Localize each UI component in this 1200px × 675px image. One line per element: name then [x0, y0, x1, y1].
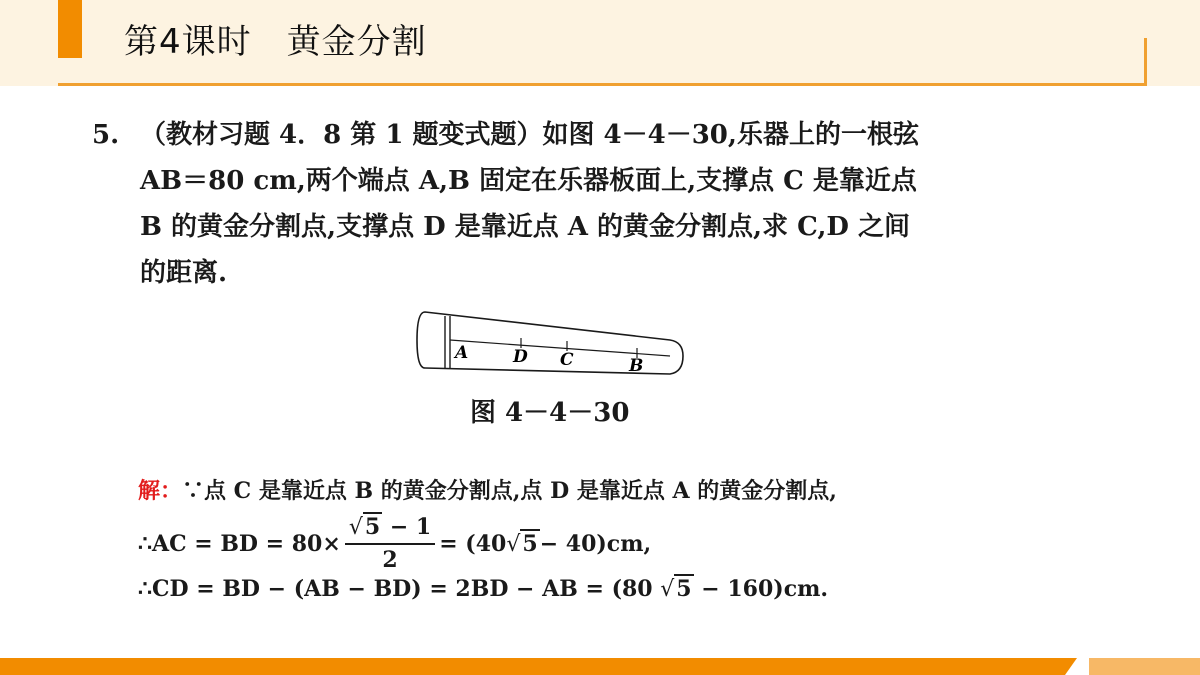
- label-b: B: [629, 356, 644, 376]
- label-c: C: [560, 350, 574, 370]
- header-accent-block: [58, 0, 82, 58]
- solution-line-3-suffix: − 160)cm.: [693, 576, 829, 602]
- label-d: D: [513, 347, 528, 367]
- footer-notch: [1065, 658, 1089, 675]
- figure-caption: 图 4－4－30: [470, 398, 630, 428]
- problem-number: 5.: [92, 120, 120, 150]
- line2-radicand: 5: [522, 530, 538, 557]
- solution-label: 解：: [138, 478, 183, 504]
- footer-bar-tip: [1080, 658, 1200, 675]
- solution-line-1-text: ∵点 C 是靠近点 B 的黄金分割点,点 D 是靠近点 A 的黄金分割点,: [182, 478, 837, 504]
- fraction-denominator: 2: [382, 547, 398, 573]
- label-a: A: [455, 343, 469, 363]
- fraction-radicand: 5: [364, 514, 381, 540]
- solution-line-1: [138, 474, 837, 505]
- fraction-numerator-rest: − 1: [382, 514, 432, 540]
- sqrt-symbol: √: [660, 577, 675, 602]
- solution-line-2-prefix: ∴AC = BD = 80×: [138, 530, 341, 557]
- solution-line-3: [138, 576, 828, 602]
- header-side-line: [1144, 38, 1147, 86]
- problem-line-3: B 的黄金分割点,支撑点 D 是靠近点 A 的黄金分割点,求 C,D 之间: [140, 212, 910, 242]
- fraction-numerator: [345, 512, 435, 545]
- problem-line-2: AB＝80 cm,两个端点 A,B 固定在乐器板面上,支撑点 C 是靠近点: [140, 166, 917, 196]
- problem-text: [92, 112, 1032, 296]
- line3-radicand: 5: [676, 576, 692, 602]
- solution-line-3-prefix: ∴CD = BD − (AB − BD) = 2BD − AB = (80: [138, 576, 661, 602]
- sqrt-symbol: √: [506, 531, 521, 557]
- sqrt-symbol: √: [348, 515, 363, 540]
- problem-line-4: 的距离.: [140, 258, 228, 288]
- solution-line-2-mid: = (40: [439, 530, 507, 557]
- header-underline: [58, 83, 1146, 86]
- golden-ratio-fraction: [345, 512, 435, 575]
- solution-line-2-suffix: − 40)cm,: [539, 530, 652, 557]
- footer-bar: [0, 658, 1200, 675]
- solution-line-2: [138, 512, 651, 575]
- instrument-figure: [415, 310, 685, 380]
- page-title: 第4课时 黄金分割: [124, 22, 427, 62]
- problem-line-1: （教材习题 4．8 第 1 题变式题）如图 4－4－30,乐器上的一根弦: [140, 120, 919, 150]
